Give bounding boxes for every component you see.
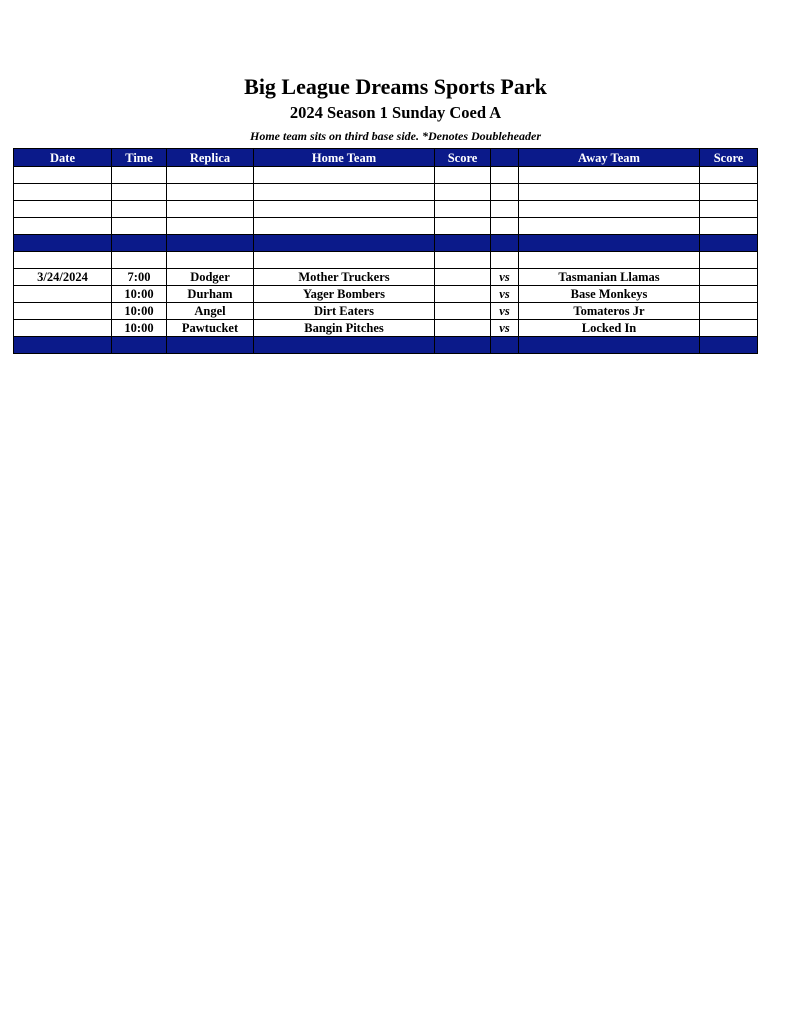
home-team: Yager Bombers xyxy=(254,286,435,303)
away-score xyxy=(700,320,758,337)
empty-row xyxy=(14,252,758,269)
separator-band xyxy=(14,337,758,354)
col-away-team: Away Team xyxy=(519,149,700,167)
game-field: Dodger xyxy=(167,269,254,286)
home-score xyxy=(435,303,491,320)
vs-label: vs xyxy=(491,269,519,286)
col-vs xyxy=(491,149,519,167)
col-date: Date xyxy=(14,149,112,167)
page-title: Big League Dreams Sports Park xyxy=(244,74,547,99)
vs-label: vs xyxy=(491,286,519,303)
table-row xyxy=(14,320,758,337)
col-home-score: Score xyxy=(435,149,491,167)
header-row xyxy=(14,149,758,167)
home-team: Mother Truckers xyxy=(254,269,435,286)
empty-row xyxy=(14,201,758,218)
col-away-score: Score xyxy=(700,149,758,167)
schedule-note: Home team sits on third base side. *Denotes Doubleheader xyxy=(250,129,541,143)
away-team: Tomateros Jr xyxy=(519,303,700,320)
col-replica: Replica xyxy=(167,149,254,167)
col-time: Time xyxy=(112,149,167,167)
game-time: 10:00 xyxy=(112,286,167,303)
game-date: 3/24/2024 xyxy=(14,269,112,286)
away-score xyxy=(700,269,758,286)
vs-label: vs xyxy=(491,303,519,320)
page-subtitle: 2024 Season 1 Sunday Coed A xyxy=(289,103,502,122)
away-score xyxy=(700,303,758,320)
empty-row xyxy=(14,184,758,201)
game-field: Pawtucket xyxy=(167,320,254,337)
away-score xyxy=(700,286,758,303)
game-date xyxy=(14,286,112,303)
away-team: Tasmanian Llamas xyxy=(519,269,700,286)
game-time: 10:00 xyxy=(112,320,167,337)
home-score xyxy=(435,320,491,337)
game-date xyxy=(14,320,112,337)
home-team: Bangin Pitches xyxy=(254,320,435,337)
game-time: 10:00 xyxy=(112,303,167,320)
game-date xyxy=(14,303,112,320)
empty-row xyxy=(14,167,758,184)
col-home-team: Home Team xyxy=(254,149,435,167)
home-team: Dirt Eaters xyxy=(254,303,435,320)
game-field: Durham xyxy=(167,286,254,303)
away-team: Base Monkeys xyxy=(519,286,700,303)
separator-band xyxy=(14,235,758,252)
home-score xyxy=(435,269,491,286)
away-team: Locked In xyxy=(519,320,700,337)
game-time: 7:00 xyxy=(112,269,167,286)
table-row xyxy=(14,269,758,286)
home-score xyxy=(435,286,491,303)
table-row xyxy=(14,286,758,303)
empty-row xyxy=(14,218,758,235)
vs-label: vs xyxy=(491,320,519,337)
schedule-table xyxy=(13,148,758,354)
game-field: Angel xyxy=(167,303,254,320)
table-row xyxy=(14,303,758,320)
